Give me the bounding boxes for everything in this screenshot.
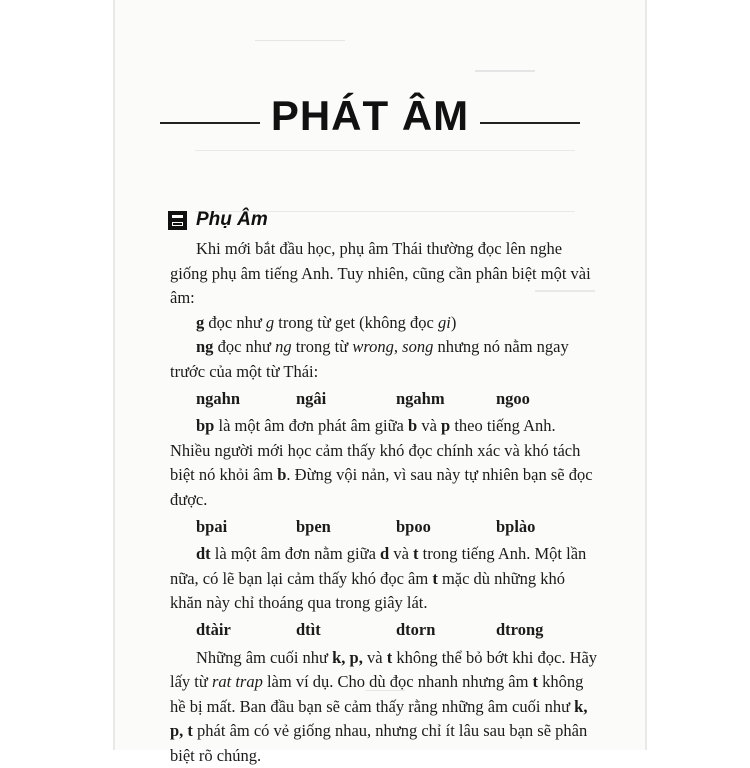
book-icon xyxy=(168,211,187,230)
text: trong từ xyxy=(292,337,353,356)
dt-rule xyxy=(170,542,600,616)
section-heading xyxy=(168,209,268,231)
example-word: bpen xyxy=(296,515,396,540)
text: đọc như xyxy=(213,337,275,356)
text: . Đừng vội nản, vì sau này tự nhiên bạn sẽ đọc được. xyxy=(170,465,593,509)
text: ) xyxy=(451,313,457,332)
chapter-title-block xyxy=(160,92,580,152)
intro-paragraph: Khi mới bắt đầu học, phụ âm Thái thường đọc lên nghe giống phụ âm tiếng Anh. Tuy nhiên, cũng cần phân biệt một vài âm: xyxy=(170,237,600,311)
example-word: ngâi xyxy=(296,387,396,412)
book-page xyxy=(115,0,645,750)
section-title: Phụ Âm xyxy=(196,209,268,231)
example-word: ngahm xyxy=(396,387,496,412)
text: Những âm cuối như xyxy=(196,648,332,667)
g-rule xyxy=(170,311,600,336)
bp-rule xyxy=(170,414,600,512)
text: , xyxy=(394,337,402,356)
example-word: bpoo xyxy=(396,515,496,540)
text: nhưng nó nằm ngay trước của một từ Thái: xyxy=(170,337,569,381)
italic-example: g xyxy=(266,313,274,332)
g-letter: g xyxy=(196,313,204,332)
bold-letter: t xyxy=(432,569,438,588)
bold-letter: d xyxy=(380,544,389,563)
ng-examples xyxy=(196,387,600,412)
bold-letter: t xyxy=(387,648,393,667)
bold-letter: b xyxy=(408,416,417,435)
bold-letter: t xyxy=(413,544,419,563)
example-word: bpai xyxy=(196,515,296,540)
chapter-title: PHÁT ÂM xyxy=(160,92,580,140)
example-word: dtorn xyxy=(396,618,496,643)
text: phát âm có vẻ giống nhau, nhưng chỉ ít lâu sau bạn sẽ phân biệt rõ chúng. xyxy=(170,721,587,765)
italic-example: song xyxy=(402,337,433,356)
text: là một âm đơn nằm giữa xyxy=(211,544,380,563)
text: trong từ get (không đọc xyxy=(274,313,438,332)
text: trong tiếng Anh. Một lần nữa, có lẽ bạn lại cảm thấy khó đọc âm xyxy=(170,544,586,588)
final-consonants-paragraph xyxy=(170,646,600,768)
bleed-through xyxy=(195,150,575,212)
example-word: bplào xyxy=(496,515,596,540)
italic-example: gi xyxy=(438,313,451,332)
text: làm ví dụ. Cho dù đọc nhanh nhưng âm xyxy=(263,672,533,691)
bold-letters: k, p, t xyxy=(170,697,587,741)
bold-letters: k, p, xyxy=(332,648,363,667)
dt-examples xyxy=(196,618,600,643)
title-rule-right xyxy=(480,122,580,124)
bleed-through xyxy=(475,70,535,84)
example-word: dtìt xyxy=(296,618,396,643)
text: và xyxy=(363,648,387,667)
example-word: dtàir xyxy=(196,618,296,643)
bp-examples xyxy=(196,515,600,540)
ng-rule xyxy=(170,335,600,384)
example-word: ngahn xyxy=(196,387,296,412)
ng-letter: ng xyxy=(196,337,213,356)
example-word: dtrong xyxy=(496,618,596,643)
dt-letter: dt xyxy=(196,544,211,563)
italic-example: rat trap xyxy=(212,672,263,691)
bold-letter: t xyxy=(533,672,539,691)
bold-letter: b xyxy=(277,465,286,484)
text: và xyxy=(417,416,441,435)
text: đọc như xyxy=(204,313,266,332)
text: và xyxy=(389,544,413,563)
italic-example: wrong xyxy=(352,337,394,356)
text: không thể bỏ bớt khi đọc. Hãy lấy từ xyxy=(170,648,597,692)
bleed-through xyxy=(255,40,345,51)
text: theo tiếng Anh. Nhiều người mới học cảm thấy khó đọc chính xác và khó tách biệt nó khỏi âm xyxy=(170,416,580,484)
text: mặc dù những khó khăn này chỉ thoáng qua trong giây lát. xyxy=(170,569,565,613)
body-text xyxy=(170,237,600,768)
bp-letter: bp xyxy=(196,416,214,435)
text: là một âm đơn phát âm giữa xyxy=(214,416,408,435)
italic-example: ng xyxy=(275,337,292,356)
text: không hề bị mất. Ban đầu bạn sẽ cảm thấy rằng những âm cuối như xyxy=(170,672,583,716)
bold-letter: p xyxy=(441,416,450,435)
example-word: ngoo xyxy=(496,387,596,412)
